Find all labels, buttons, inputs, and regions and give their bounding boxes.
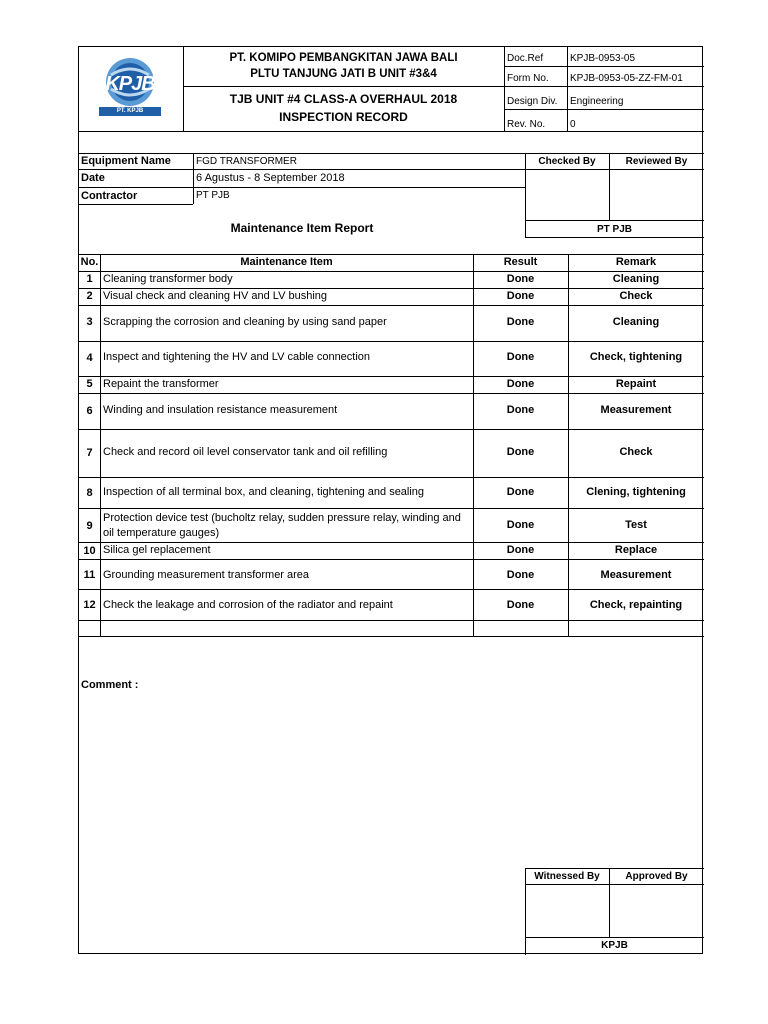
row-item: Silica gel replacement	[103, 544, 211, 556]
row-remark: Repaint	[615, 378, 657, 390]
row-remark: Replace	[614, 544, 658, 556]
report-title: Maintenance Item Report	[230, 221, 374, 235]
row-item: Grounding measurement transformer area	[103, 569, 310, 581]
row-result: Done	[506, 378, 535, 390]
column-header-maintenance-item: Maintenance Item	[240, 256, 333, 268]
row-result: Done	[506, 569, 535, 581]
row-remark: Cleaning	[612, 316, 660, 328]
design-div-value: Engineering	[570, 96, 624, 107]
row-item: Cleaning transformer body	[103, 273, 233, 285]
row-result: Done	[506, 486, 535, 498]
row-number: 9	[86, 520, 93, 532]
row-result: Done	[506, 273, 535, 285]
column-header-remark: Remark	[615, 256, 657, 268]
rev-no-value: 0	[570, 119, 576, 130]
row-remark: Check, tightening	[589, 351, 683, 363]
row-item: Visual check and cleaning HV and LV bushing	[103, 290, 328, 302]
row-item: Scrapping the corrosion and cleaning by using sand paper	[103, 316, 387, 328]
row-result: Done	[506, 404, 535, 416]
row-remark: Measurement	[600, 404, 672, 416]
contractor-label: Contractor	[81, 190, 138, 202]
document-subtitle: INSPECTION RECORD	[279, 110, 408, 124]
row-number: 6	[86, 405, 93, 417]
row-number: 11	[83, 569, 96, 581]
row-result: Done	[506, 290, 535, 302]
contractor-value: PT PJB	[196, 190, 230, 201]
row-remark: Clening, tightening	[586, 486, 686, 498]
row-number: 2	[86, 290, 93, 302]
row-number: 10	[83, 545, 96, 557]
footer-signoff-organization: KPJB	[601, 940, 628, 951]
row-number: 3	[86, 316, 93, 328]
logo-text: KPJB	[105, 73, 155, 95]
checked-by-header: Checked By	[538, 156, 596, 167]
row-remark: Check	[619, 446, 653, 458]
row-number: 8	[86, 487, 93, 499]
row-result: Done	[506, 446, 535, 458]
row-remark: Test	[625, 519, 647, 531]
doc-ref-value: KPJB-0953-05	[570, 53, 636, 64]
row-remark: Check, repainting	[589, 599, 683, 611]
comment-label: Comment :	[81, 679, 139, 691]
row-item: Check and record oil level conservator tank and oil refilling	[103, 446, 388, 458]
company-logo	[93, 55, 167, 121]
row-item: Repaint the transformer	[103, 378, 219, 390]
row-result: Done	[506, 544, 535, 556]
row-item: Winding and insulation resistance measurement	[103, 404, 338, 416]
date-label: Date	[81, 172, 105, 184]
inspection-record-sheet	[78, 46, 703, 954]
row-result: Done	[506, 519, 535, 531]
witnessed-by-header: Witnessed By	[534, 871, 600, 882]
row-result: Done	[506, 316, 535, 328]
column-header-result: Result	[503, 256, 538, 268]
rev-no-label: Rev. No.	[507, 119, 546, 130]
row-result: Done	[506, 599, 535, 611]
row-number: 7	[86, 447, 93, 459]
company-name: PT. KOMIPO PEMBANGKITAN JAWA BALI	[229, 52, 458, 64]
logo-subtext: PT. KPJB	[116, 108, 144, 114]
row-result: Done	[506, 351, 535, 363]
form-no-value: KPJB-0953-05-ZZ-FM-01	[570, 73, 683, 84]
design-div-label: Design Div.	[507, 96, 558, 107]
row-remark: Measurement	[600, 569, 672, 581]
equipment-name-value: FGD TRANSFORMER	[196, 156, 297, 167]
form-no-label: Form No.	[507, 73, 549, 84]
row-remark: Cleaning	[612, 273, 660, 285]
row-number: 12	[83, 599, 96, 611]
row-item: Inspect and tightening the HV and LV cable connection	[103, 351, 371, 363]
approved-by-header: Approved By	[625, 871, 688, 882]
row-item: Protection device test (bucholtz relay, sudden pressure relay, winding and oil temperature gauges)	[103, 512, 461, 539]
row-remark: Check	[619, 290, 653, 302]
row-number: 1	[86, 273, 93, 285]
column-header-no: No.	[80, 256, 99, 268]
row-number: 5	[86, 378, 93, 390]
reviewed-by-header: Reviewed By	[625, 156, 688, 167]
row-item: Check the leakage and corrosion of the radiator and repaint	[103, 599, 393, 611]
date-value: 6 Agustus - 8 September 2018	[196, 172, 345, 184]
plant-name: PLTU TANJUNG JATI B UNIT #3&4	[250, 68, 437, 80]
signoff-organization: PT PJB	[596, 224, 632, 235]
equipment-name-label: Equipment Name	[81, 155, 171, 167]
row-item: Inspection of all terminal box, and cleaning, tightening and sealing	[103, 486, 425, 498]
document-title: TJB UNIT #4 CLASS-A OVERHAUL 2018	[229, 92, 458, 106]
doc-ref-label: Doc.Ref	[507, 53, 544, 64]
row-number: 4	[86, 352, 93, 364]
